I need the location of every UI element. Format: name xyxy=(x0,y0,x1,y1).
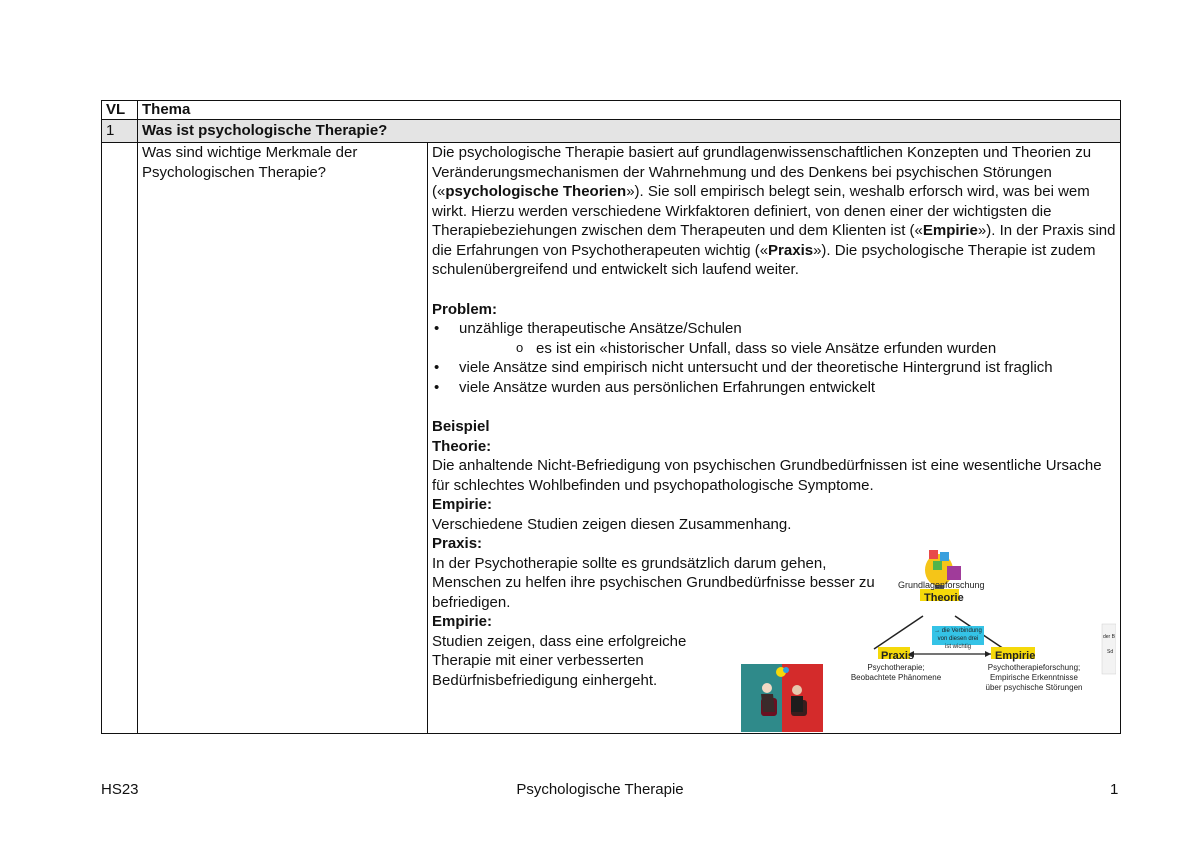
list-item: • viele Ansätze wurden aus persönlichen Erfahrungen entwickelt xyxy=(432,378,1116,398)
problem-list xyxy=(432,319,1116,397)
diagram-note: → die Verbindung von diesen drei ist wichtig xyxy=(934,628,982,650)
answer-cell xyxy=(428,143,1121,734)
diagram-empirie-description: Psychotherapieforschung; Empirische Erkenntnisse über psychische Störungen xyxy=(985,663,1083,692)
list-item: • viele Ansätze sind empirisch nicht untersucht und der theoretische Hintergrund ist fraglich xyxy=(432,358,1116,378)
praxis-text: In der Psychotherapie sollte es grundsätzlich darum gehen, Menschen zu helfen ihre psychischen Grundbedürfnisse besser zu befriedigen. xyxy=(432,554,875,611)
intro-paragraph: Die psychologische Therapie basiert auf grundlagenwissenschaftlichen Konzepten und Theorien zu Veränderungsmechanismen der Wahrnehmung und des Denkens bei psychischen Störungen («psychologische Theorien»). Sie soll empirisch belegt sein, weshalb erforsch wird, was bei wem wirkt. Hierzu werden verschiedene Wirkfaktoren definiert, von denen einer der wichtigsten die Therapiebeziehungen zwischen dem Therapeuten und dem Klienten ist («Empirie»). In der Praxis sind die Erfahrungen von Psychotherapeuten wichtig («Praxis»). Die psychologische Therapie ist zudem schulenübergreifend und entwickelt sich laufend weiter. xyxy=(432,144,1116,278)
theorie-label: Theorie: xyxy=(432,437,492,455)
theorie-text: Die anhaltende Nicht-Befriedigung von psychischen Grundbedürfnissen ist eine wesentliche Ursache für schlechtes Wohlbefinden und psychopathologische Symptome. xyxy=(432,457,1102,494)
beispiel-heading: Beispiel xyxy=(432,418,490,435)
list-subitem: o es ist ein «historischer Unfall, dass so viele Ansätze erfunden wurden xyxy=(459,339,1116,359)
diagram-edge-text: der B xyxy=(1103,634,1115,640)
empirie-label: Empirie: xyxy=(432,496,493,513)
praxis-label: Praxis: xyxy=(432,535,483,552)
section-number: 1 xyxy=(102,120,138,143)
list-item: • unzählige therapeutische Ansätze/Schulen o es ist ein «historischer Unfall, dass so viele Ansätze erfunden wurden xyxy=(432,319,1116,358)
empirie-text: Verschiedene Studien zeigen diesen Zusammenhang. xyxy=(432,515,792,533)
section-title: Was ist psychologische Therapie? xyxy=(138,120,1121,143)
section-row xyxy=(102,120,1121,143)
diagram-edge-text-2: Sd xyxy=(1107,649,1114,655)
therapy-session-illustration xyxy=(741,664,823,732)
footer-left: HS23 xyxy=(101,781,139,798)
problem-heading: Problem: xyxy=(432,300,498,318)
question-row xyxy=(102,143,1121,734)
empirie2-text: Studien zeigen, dass eine erfolgreiche Therapie mit einer verbesserten Bedürfnisbefriedigung einhergeht. xyxy=(432,632,687,689)
header-vl: VL xyxy=(102,101,138,120)
diagram-node-empirie: Empirie xyxy=(995,650,1036,662)
empty-vl-cell xyxy=(102,143,138,734)
theory-praxis-empirie-diagram xyxy=(850,543,1116,733)
table-header-row xyxy=(102,101,1121,120)
footer-center: Psychologische Therapie xyxy=(516,781,684,798)
empirie2-label: Empirie: xyxy=(432,613,493,630)
question-cell: Was sind wichtige Merkmale der Psychologischen Therapie? xyxy=(138,143,428,734)
diagram-graphics xyxy=(856,543,1116,733)
diagram-node-praxis: Praxis xyxy=(881,650,915,662)
diagram-node-theorie: Theorie xyxy=(924,592,964,604)
footer-page-number: 1 xyxy=(1110,781,1119,798)
diagram-praxis-description: Psychotherapie; Beobachtete Phänomene xyxy=(850,663,942,682)
header-thema: Thema xyxy=(138,101,1121,120)
content-table xyxy=(101,100,1121,734)
diagram-top-caption: Grundlagenforschung xyxy=(898,580,985,590)
